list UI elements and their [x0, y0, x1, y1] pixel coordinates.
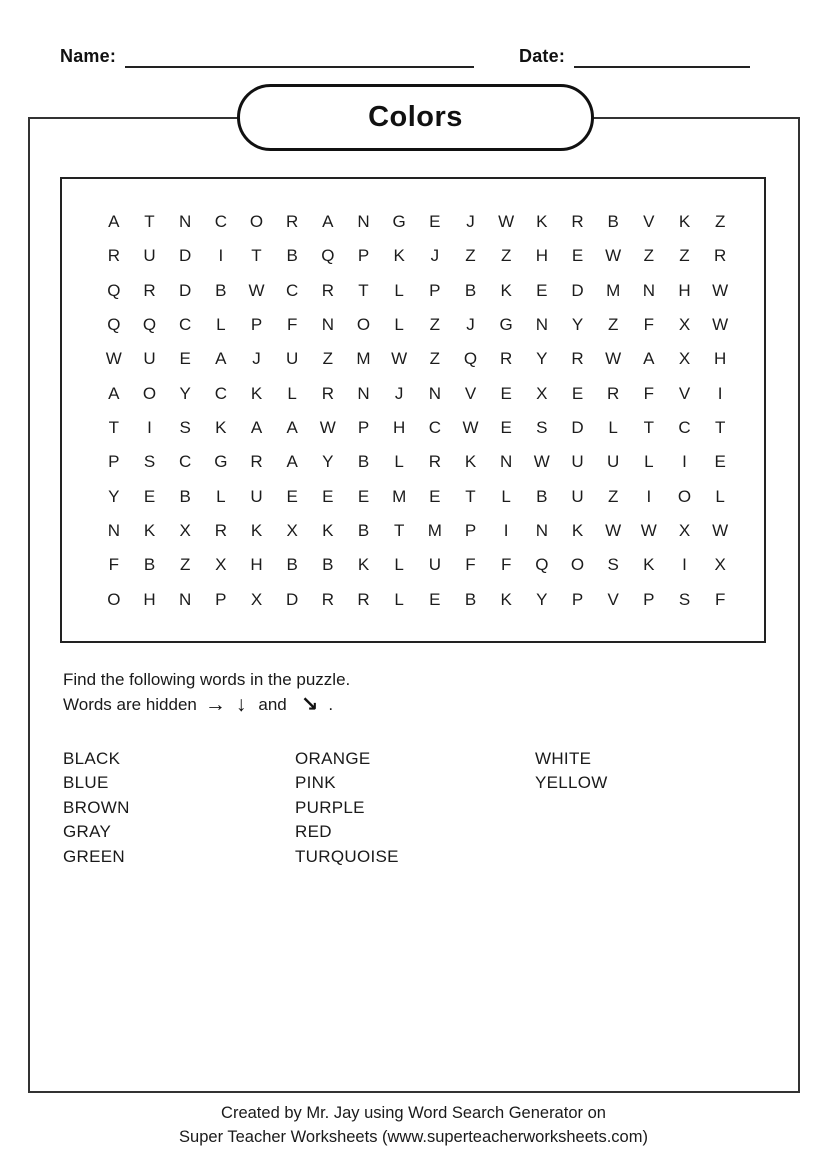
grid-letter: W	[712, 315, 729, 335]
grid-letter: W	[248, 280, 265, 300]
grid-letter: I	[682, 452, 687, 472]
grid-letter: O	[570, 555, 585, 575]
grid-letter: D	[179, 246, 192, 266]
grid-letter: C	[214, 212, 227, 232]
grid-letter: Z	[465, 246, 476, 266]
grid-letter: P	[250, 315, 263, 335]
grid-letter: J	[252, 349, 261, 369]
grid-letter: R	[714, 246, 727, 266]
grid-letter: E	[429, 212, 441, 232]
grid-letter: W	[105, 349, 122, 369]
grid-letter: U	[143, 246, 156, 266]
grid-letter: K	[536, 212, 548, 232]
word-list-item: ORANGE	[295, 749, 371, 768]
grid-letter: Z	[179, 555, 191, 575]
grid-letter: L	[715, 486, 725, 506]
grid-letter: M	[606, 280, 621, 300]
grid-letter: R	[250, 452, 263, 472]
grid-letter: E	[500, 418, 512, 438]
grid-letter: B	[286, 246, 298, 266]
footer-line2: Super Teacher Worksheets (www.superteacherworksheets.com)	[179, 1128, 648, 1146]
grid-letter: D	[179, 280, 192, 300]
grid-letter: T	[643, 418, 655, 438]
grid-letter: C	[179, 452, 192, 472]
grid-letter: Y	[108, 486, 120, 506]
page-title: Colors	[368, 101, 463, 133]
grid-letter: W	[533, 452, 550, 472]
grid-letter: H	[678, 280, 691, 300]
grid-letter: N	[535, 315, 548, 335]
grid-letter: N	[357, 212, 370, 232]
grid-letter: I	[682, 555, 687, 575]
grid-letter: F	[500, 555, 512, 575]
grid-letter: N	[107, 521, 120, 541]
footer-credit	[0, 1101, 827, 1149]
grid-letter: C	[286, 280, 299, 300]
grid-letter: X	[714, 555, 726, 575]
grid-letter: W	[712, 521, 729, 541]
grid-letter: X	[250, 589, 263, 609]
grid-letter: R	[321, 383, 334, 403]
grid-letter: S	[536, 418, 548, 438]
grid-letter: U	[607, 452, 620, 472]
grid-letter: A	[643, 349, 655, 369]
grid-letter: Q	[463, 349, 478, 369]
grid-letter: O	[107, 589, 121, 609]
grid-letter: R	[500, 349, 513, 369]
word-list-item: PINK	[295, 773, 336, 793]
grid-letter: P	[215, 589, 227, 609]
word-list-item: GRAY	[63, 822, 112, 842]
grid-letter: H	[535, 246, 548, 266]
grid-letter: P	[357, 418, 370, 438]
grid-letter: A	[108, 383, 120, 403]
grid-letter: A	[108, 212, 120, 232]
grid-letter: Z	[643, 246, 655, 266]
word-list-item: BLUE	[63, 773, 109, 793]
grid-letter: V	[607, 589, 619, 609]
grid-letter: Y	[179, 383, 191, 403]
grid-letter: U	[571, 452, 584, 472]
grid-letter: L	[501, 486, 511, 506]
grid-letter: B	[357, 521, 370, 541]
grid-letter: W	[712, 280, 729, 300]
grid-letter: W	[391, 349, 408, 369]
grid-letter: W	[319, 418, 336, 438]
grid-letter: P	[429, 280, 441, 300]
grid-letter: K	[215, 418, 227, 438]
grid-letter: O	[249, 212, 264, 232]
period: .	[328, 695, 334, 714]
grid-letter: C	[678, 418, 691, 438]
grid-letter: Q	[535, 555, 549, 575]
grid-letter: E	[500, 383, 512, 403]
grid-letter: L	[216, 315, 226, 335]
grid-letter: M	[392, 486, 407, 506]
grid-letter: Y	[571, 315, 584, 335]
grid-letter: K	[357, 555, 370, 575]
grid-letter: P	[464, 521, 477, 541]
grid-letter: X	[215, 555, 227, 575]
grid-letter: K	[464, 452, 477, 472]
grid-letter: R	[357, 589, 370, 609]
title-pill	[237, 84, 594, 151]
grid-letter: H	[143, 589, 156, 609]
grid-letter: Z	[500, 246, 512, 266]
grid-letter: T	[393, 521, 405, 541]
grid-letter: L	[644, 452, 654, 472]
grid-letter: B	[286, 555, 298, 575]
grid-letter: E	[179, 349, 191, 369]
grid-letter: P	[108, 452, 120, 472]
grid-letter: T	[358, 280, 369, 300]
grid-letter: X	[678, 315, 691, 335]
grid-letter: R	[321, 589, 334, 609]
grid-letter: N	[357, 383, 370, 403]
grid-letter: Q	[321, 246, 335, 266]
grid-letter: Z	[607, 486, 619, 506]
grid-letter: B	[464, 280, 477, 300]
grid-letter: J	[394, 383, 404, 403]
footer-line1: Created by Mr. Jay using Word Search Generator on	[221, 1104, 606, 1122]
grid-letter: G	[392, 212, 406, 232]
grid-letter: X	[678, 521, 691, 541]
grid-letter: T	[251, 246, 262, 266]
grid-letter: H	[250, 555, 263, 575]
grid-letter: Q	[142, 315, 157, 335]
grid-letter: F	[465, 555, 476, 575]
grid-letter: O	[142, 383, 157, 403]
grid-letter: L	[394, 315, 404, 335]
grid-letter: N	[535, 521, 548, 541]
right-arrow-icon: →	[204, 692, 226, 716]
grid-letter: A	[215, 349, 227, 369]
name-label: Name:	[60, 46, 117, 66]
grid-letter: L	[608, 418, 618, 438]
grid-letter: S	[143, 452, 156, 472]
down-arrow-icon: ↓	[235, 692, 247, 716]
grid-letter: O	[677, 486, 692, 506]
grid-letter: J	[430, 246, 440, 266]
grid-letter: A	[286, 452, 298, 472]
word-list-item: GREEN	[63, 846, 125, 866]
grid-letter: I	[646, 486, 652, 506]
grid-letter: N	[321, 315, 334, 335]
grid-letter: P	[357, 246, 370, 266]
grid-letter: V	[678, 383, 691, 403]
grid-letter: E	[714, 452, 726, 472]
grid-letter: B	[464, 589, 477, 609]
grid-letter: X	[179, 521, 191, 541]
grid-letter: V	[464, 383, 477, 403]
grid-letter: E	[571, 246, 584, 266]
grid-letter: N	[179, 589, 192, 609]
grid-letter: M	[427, 521, 442, 541]
grid-letter: D	[286, 589, 299, 609]
letter-grid	[96, 205, 738, 617]
name-blank-line	[125, 46, 474, 68]
grid-letter: K	[571, 521, 584, 541]
header-row	[60, 44, 767, 72]
diagonal-arrow-icon: ↘	[300, 692, 319, 716]
grid-letter: Z	[429, 349, 441, 369]
grid-letter: S	[678, 589, 691, 609]
grid-letter: R	[321, 280, 334, 300]
instructions-line2-prefix: Words are hidden	[63, 695, 197, 714]
grid-letter: T	[108, 418, 120, 438]
grid-letter: W	[462, 418, 479, 438]
name-field-group	[60, 44, 474, 68]
grid-letter: J	[466, 315, 475, 335]
grid-letter: Z	[322, 349, 334, 369]
grid-letter: A	[286, 418, 298, 438]
grid-letter: S	[607, 555, 619, 575]
grid-letter: U	[571, 486, 584, 506]
grid-letter: B	[215, 280, 227, 300]
grid-letter: U	[428, 555, 441, 575]
grid-letter: R	[571, 349, 584, 369]
word-list-item: TURQUOISE	[295, 846, 399, 866]
grid-letter: N	[500, 452, 513, 472]
grid-letter: W	[640, 521, 657, 541]
grid-letter: I	[503, 521, 509, 541]
and-word: and	[258, 695, 287, 714]
grid-letter: T	[144, 212, 155, 232]
grid-letter: C	[214, 383, 227, 403]
grid-letter: K	[322, 521, 334, 541]
grid-letter: R	[286, 212, 299, 232]
grid-letter: L	[394, 589, 404, 609]
grid-letter: R	[428, 452, 441, 472]
word-list-item: BLACK	[63, 749, 121, 768]
grid-letter: D	[571, 280, 584, 300]
word-list-item: WHITE	[535, 749, 592, 768]
grid-letter: F	[643, 383, 655, 403]
grid-letter: F	[108, 555, 120, 575]
grid-letter: L	[394, 452, 404, 472]
grid-letter: Q	[107, 315, 121, 335]
grid-letter: P	[643, 589, 655, 609]
grid-letter: N	[428, 383, 441, 403]
grid-letter: G	[214, 452, 228, 472]
grid-letter: E	[429, 589, 441, 609]
word-list-item: YELLOW	[535, 773, 608, 793]
grid-letter: Z	[607, 315, 619, 335]
grid-letter: U	[286, 349, 299, 369]
grid-letter: C	[179, 315, 192, 335]
grid-letter: P	[571, 589, 584, 609]
grid-letter: W	[498, 212, 515, 232]
grid-letter: Y	[536, 349, 548, 369]
grid-letter: Y	[536, 589, 548, 609]
grid-letter: I	[147, 418, 152, 438]
grid-letter: V	[643, 212, 655, 232]
grid-letter: L	[394, 555, 404, 575]
grid-letter: A	[322, 212, 334, 232]
date-field-group	[519, 44, 750, 68]
grid-letter: X	[678, 349, 691, 369]
grid-letter: N	[642, 280, 655, 300]
grid-letter: I	[717, 383, 723, 403]
grid-letter: Y	[322, 452, 334, 472]
grid-letter: B	[322, 555, 334, 575]
grid-letter: L	[216, 486, 226, 506]
word-list-item: RED	[295, 822, 332, 842]
grid-letter: B	[179, 486, 191, 506]
grid-letter: Q	[107, 280, 121, 300]
grid-letter: W	[605, 349, 622, 369]
grid-letter: K	[500, 280, 512, 300]
grid-letter: H	[714, 349, 727, 369]
grid-letter: D	[571, 418, 584, 438]
grid-letter: M	[356, 349, 371, 369]
grid-letter: F	[286, 315, 298, 335]
grid-letter: N	[179, 212, 192, 232]
grid-letter: U	[250, 486, 263, 506]
grid-letter: G	[499, 315, 513, 335]
grid-letter: R	[107, 246, 120, 266]
grid-letter: E	[357, 486, 370, 506]
grid-letter: J	[466, 212, 475, 232]
grid-letter: S	[179, 418, 191, 438]
grid-letter: W	[605, 246, 622, 266]
grid-letter: Z	[714, 212, 726, 232]
grid-letter: B	[536, 486, 548, 506]
grid-letter: K	[678, 212, 691, 232]
word-search-grid-box	[60, 177, 766, 643]
grid-letter: K	[393, 246, 405, 266]
date-blank-line	[574, 46, 750, 68]
grid-letter: H	[393, 418, 406, 438]
instructions-line1: Find the following words in the puzzle.	[63, 670, 351, 689]
grid-letter: X	[536, 383, 548, 403]
grid-letter: K	[500, 589, 512, 609]
grid-letter: F	[643, 315, 655, 335]
grid-letter: E	[571, 383, 584, 403]
grid-letter: T	[465, 486, 476, 506]
grid-letter: E	[286, 486, 298, 506]
grid-letter: K	[250, 383, 263, 403]
grid-letter: Z	[429, 315, 441, 335]
grid-letter: K	[643, 555, 655, 575]
word-list-item: BROWN	[63, 797, 130, 817]
grid-letter: W	[605, 521, 622, 541]
grid-letter: K	[250, 521, 263, 541]
grid-letter: R	[607, 383, 620, 403]
grid-letter: X	[286, 521, 298, 541]
grid-letter: R	[214, 521, 227, 541]
grid-letter: Z	[679, 246, 690, 266]
grid-letter: O	[356, 315, 371, 335]
grid-letter: E	[143, 486, 156, 506]
grid-letter: E	[429, 486, 441, 506]
grid-letter: F	[714, 589, 726, 609]
grid-letter: R	[143, 280, 156, 300]
grid-letter: E	[536, 280, 548, 300]
grid-letter: U	[143, 349, 156, 369]
grid-letter: I	[218, 246, 224, 266]
grid-letter: B	[143, 555, 156, 575]
date-label: Date:	[519, 46, 566, 66]
grid-letter: B	[607, 212, 619, 232]
grid-letter: L	[394, 280, 404, 300]
grid-letter: L	[287, 383, 297, 403]
grid-letter: E	[322, 486, 334, 506]
grid-letter: K	[143, 521, 156, 541]
grid-letter: B	[357, 452, 370, 472]
grid-letter: A	[250, 418, 263, 438]
grid-letter: T	[714, 418, 726, 438]
word-list-item: PURPLE	[295, 797, 365, 817]
grid-letter: R	[571, 212, 584, 232]
grid-letter: C	[428, 418, 441, 438]
